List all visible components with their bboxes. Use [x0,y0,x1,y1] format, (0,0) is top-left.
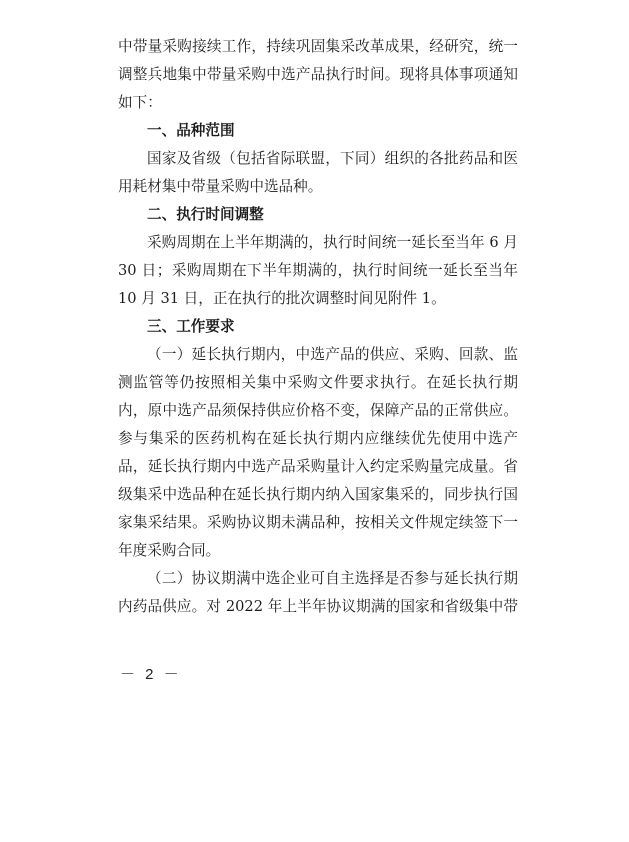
document-body [118,33,518,621]
section-heading-requirements: 三、工作要求 [147,318,235,335]
paragraph-line: 品，延长执行期内中选产品采购量计入约定采购量完成量。省 [118,458,518,475]
paragraph-line: 家集采结果。采购协议期未满品种，按相关文件规定续签下一 [118,514,518,531]
intro-line: 中带量采购接续工作，持续巩固集采改革成果，经研究，统一 [118,38,518,55]
paragraph-line: 年度采购合同。 [118,542,221,559]
section-heading-scope: 一、品种范围 [147,122,235,139]
paragraph-line: （二）协议期满中选企业可自主选择是否参与延长执行期 [147,570,518,587]
paragraph-line: 30 日；采购周期在下半年期满的，执行时间统一延长至当年 [118,262,518,279]
page-number: － 2 － [120,666,182,683]
intro-line: 调整兵地集中带量采购中选产品执行时间。现将具体事项通知 [118,66,518,83]
paragraph-line: 测监管等仍按照相关集中采购文件要求执行。在延长执行期 [118,374,518,391]
section-heading-time-adjustment: 二、执行时间调整 [147,206,264,223]
paragraph-line: 国家及省级（包括省际联盟，下同）组织的各批药品和医 [147,150,518,167]
paragraph-line: 用耗材集中带量采购中选品种。 [118,178,323,195]
page-bottom-margin [0,730,629,842]
paragraph-line: 内药品供应。对 2022 年上半年协议期满的国家和省级集中带 [118,598,518,615]
paragraph-line: 10 月 31 日，正在执行的批次调整时间见附件 1。 [118,290,446,307]
paragraph-line: 参与集采的医药机构在延长执行期内应继续优先使用中选产 [118,430,518,447]
paragraph-line: 内，原中选产品须保持供应价格不变，保障产品的正常供应。 [118,402,518,419]
paragraph-line: 采购周期在上半年期满的，执行时间统一延长至当年 6 月 [147,234,518,251]
paragraph-line: （一）延长执行期内，中选产品的供应、采购、回款、监 [147,346,518,363]
paragraph-line: 级集采中选品种在延长执行期内纳入国家集采的，同步执行国 [118,486,518,503]
intro-line: 如下： [118,94,162,111]
